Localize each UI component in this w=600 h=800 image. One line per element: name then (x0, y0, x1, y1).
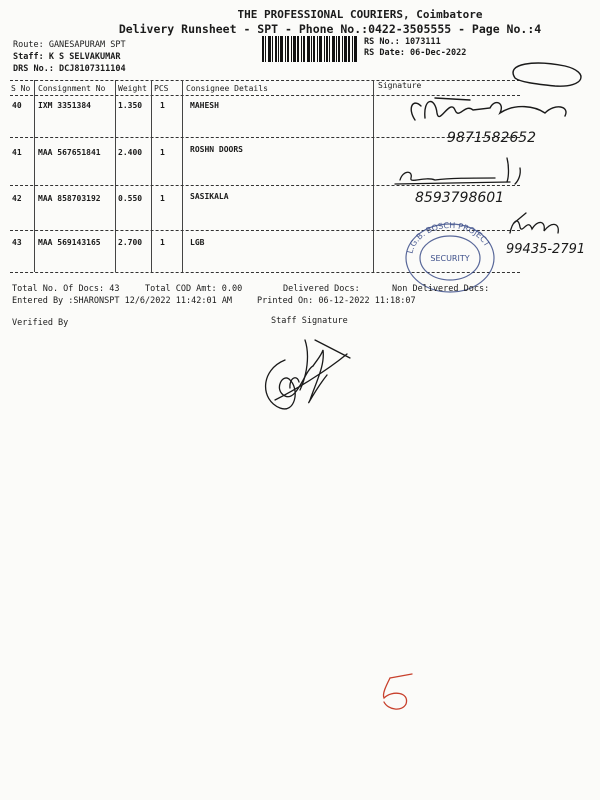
row-consignment: IXM 3351384 (38, 101, 91, 110)
row-pcs: 1 (160, 238, 165, 247)
signature-row-42 (395, 148, 555, 208)
col-signature: Signature (378, 81, 422, 90)
row-consignment: MAA 567651841 (38, 148, 101, 157)
non-delivered-docs: Non Delivered Docs: (392, 284, 490, 294)
route-label: Route: GANESAPURAM SPT (13, 40, 126, 50)
row-consignee: LGB (190, 238, 205, 247)
row-consignee: MAHESH (190, 101, 219, 110)
row-sno: 43 (12, 238, 22, 247)
verified-by-label: Verified By (12, 318, 69, 328)
row-weight: 2.700 (118, 238, 143, 247)
phone-row-43: 99435-2791 (506, 242, 586, 257)
total-cod: Total COD Amt: 0.00 (145, 284, 243, 294)
stamp-ring-text: L.G.B. BOSCH PROJECT (405, 220, 492, 255)
col-divider (182, 80, 183, 272)
row-consignee: SASIKALA (190, 192, 229, 201)
row-consignment: MAA 569143165 (38, 238, 101, 247)
rs-date: RS Date: 06-Dec-2022 (364, 48, 467, 58)
col-consignment: Consignment No (38, 84, 106, 93)
staff-label: Staff: K S SELVAKUMAR (13, 52, 121, 62)
col-consignee: Consignee Details (186, 84, 268, 93)
barcode (262, 36, 358, 62)
red-page-mark-text (418, 707, 419, 709)
col-divider (373, 80, 374, 272)
company-title: THE PROFESSIONAL COURIERS, Coimbatore (237, 8, 483, 21)
phone-row-40: 9871582652 (447, 130, 537, 146)
stamp-center-text: SECURITY (430, 254, 470, 263)
row-sno: 42 (12, 194, 22, 203)
row-sno: 40 (12, 101, 22, 110)
col-divider (34, 80, 35, 272)
total-docs: Total No. Of Docs: 43 (12, 284, 120, 294)
col-divider (151, 80, 152, 272)
printed-on: Printed On: 06-12-2022 11:18:07 (257, 296, 416, 306)
runsheet-title: Delivery Runsheet - SPT - Phone No.:0422-3505555 - Page No.:4 (118, 22, 542, 36)
row-pcs: 1 (160, 148, 165, 157)
signature-row-43 (500, 205, 600, 265)
row-weight: 2.400 (118, 148, 143, 157)
drs-number: DRS No.: DCJ8107311104 (13, 64, 126, 74)
staff-signature-label: Staff Signature (271, 316, 348, 326)
phone-row-42: 8593798601 (415, 190, 505, 206)
row-sno: 41 (12, 148, 22, 157)
row-consignee: ROSHN DOORS (190, 145, 243, 154)
row-pcs: 1 (160, 101, 165, 110)
staff-signature-scribble (255, 330, 355, 420)
delivered-docs: Delivered Docs: (283, 284, 360, 294)
row-weight: 0.550 (118, 194, 143, 203)
col-weight: Weight (118, 84, 147, 93)
row-weight: 1.350 (118, 101, 143, 110)
signature-row-40 (395, 58, 595, 148)
red-page-mark (372, 668, 442, 718)
col-pcs: PCS (154, 84, 169, 93)
col-sno: S No (11, 84, 31, 93)
col-divider (115, 80, 116, 272)
row-consignment: MAA 858703192 (38, 194, 101, 203)
rs-number: RS No.: 1073111 (364, 37, 441, 47)
row-pcs: 1 (160, 194, 165, 203)
entered-by: Entered By :SHARONSPT 12/6/2022 11:42:01 AM (12, 296, 233, 306)
